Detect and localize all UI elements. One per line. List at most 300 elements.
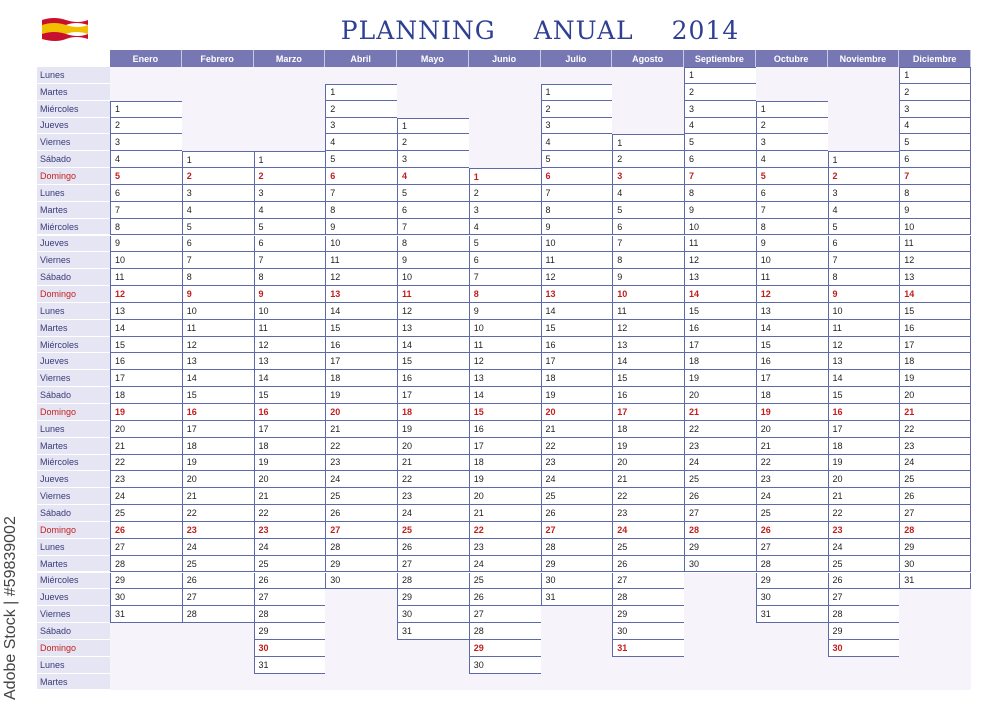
day-cell: 31 [756,606,828,623]
day-cell: 10 [469,320,541,337]
day-cell: 7 [110,202,182,219]
day-cell: 14 [899,286,971,303]
day-cell: 20 [684,387,756,404]
dayname-row-37: Martes [37,674,110,691]
day-cell: 6 [110,185,182,202]
day-cell: 22 [756,455,828,472]
day-cell: 19 [756,404,828,421]
title-year: 2014 [671,15,740,45]
day-cell: 5 [612,202,684,219]
day-cell: 19 [182,455,254,472]
day-cell: 21 [397,455,469,472]
day-cell: 24 [110,488,182,505]
day-cell: 18 [325,370,397,387]
day-cell: 29 [469,640,541,657]
day-cell: 22 [397,471,469,488]
empty-block-6-top [469,67,541,168]
day-cell: 30 [254,640,326,657]
day-cell: 11 [828,320,900,337]
day-cell: 2 [254,168,326,185]
day-cell: 15 [110,337,182,354]
day-cell: 28 [541,539,613,556]
day-cell: 18 [110,387,182,404]
day-cell: 19 [828,455,900,472]
day-cell: 24 [899,455,971,472]
day-cell: 2 [828,168,900,185]
day-cell: 13 [469,370,541,387]
day-cell: 4 [325,134,397,151]
day-cell: 1 [541,84,613,101]
day-cell: 12 [756,286,828,303]
day-cell: 1 [182,151,254,168]
day-cell: 1 [397,118,469,135]
day-cell: 26 [684,488,756,505]
day-cell: 31 [397,623,469,640]
day-cell: 19 [541,387,613,404]
day-cell: 5 [254,219,326,236]
day-cell: 29 [899,539,971,556]
day-cell: 24 [254,539,326,556]
day-cell: 15 [828,387,900,404]
day-cell: 25 [110,505,182,522]
dayname-row-17: Miércoles [37,337,110,354]
day-cell: 23 [612,505,684,522]
day-cell: 18 [828,438,900,455]
day-cell: 20 [469,488,541,505]
day-cell: 20 [325,404,397,421]
day-cell: 12 [612,320,684,337]
day-cell: 13 [397,320,469,337]
day-cell: 20 [612,455,684,472]
day-cell: 17 [254,421,326,438]
day-cell: 19 [325,387,397,404]
day-cell: 29 [397,589,469,606]
day-cell: 23 [469,539,541,556]
day-cell: 11 [397,286,469,303]
day-cell: 16 [684,320,756,337]
day-cell: 20 [397,438,469,455]
day-cell: 25 [684,471,756,488]
empty-block-2-bottom [182,623,254,690]
day-cell: 9 [469,303,541,320]
day-cell: 4 [254,202,326,219]
day-cell: 1 [110,101,182,118]
day-cell: 29 [756,573,828,590]
empty-block-10-bottom [756,623,828,690]
day-cell: 12 [828,337,900,354]
day-cell: 1 [828,151,900,168]
day-cell: 12 [469,353,541,370]
day-cell: 20 [541,404,613,421]
day-cell: 12 [541,269,613,286]
day-cell: 8 [541,202,613,219]
day-cell: 22 [110,455,182,472]
day-cell: 26 [397,539,469,556]
day-cell: 30 [325,573,397,590]
day-cell: 23 [541,455,613,472]
day-cell: 21 [541,421,613,438]
day-cell: 25 [899,471,971,488]
day-cell: 29 [325,556,397,573]
day-cell: 13 [110,303,182,320]
day-cell: 31 [110,606,182,623]
day-cell: 12 [254,337,326,354]
dayname-row-4: Jueves [37,118,110,135]
day-cell: 21 [756,438,828,455]
day-cell: 14 [756,320,828,337]
day-cell: 24 [469,556,541,573]
day-cell: 28 [684,522,756,539]
day-cell: 3 [828,185,900,202]
day-cell: 9 [541,219,613,236]
day-cell: 18 [684,353,756,370]
day-cell: 13 [684,269,756,286]
dayname-row-26: Viernes [37,488,110,505]
day-cell: 13 [541,286,613,303]
day-cell: 4 [684,118,756,135]
day-cell: 7 [182,252,254,269]
day-cell: 12 [110,286,182,303]
day-cell: 14 [254,370,326,387]
day-cell: 24 [541,471,613,488]
day-cell: 11 [254,320,326,337]
day-cell: 25 [397,522,469,539]
empty-block-4-top [325,67,397,84]
day-cell: 26 [756,522,828,539]
dayname-row-2: Martes [37,84,110,101]
day-cell: 27 [828,589,900,606]
day-cell: 2 [182,168,254,185]
day-cell: 29 [828,623,900,640]
month-header-11: Noviembre [828,50,900,67]
day-cell: 19 [397,421,469,438]
month-header-9: Septiembre [684,50,756,67]
day-cell: 15 [899,303,971,320]
dayname-row-9: Martes [37,202,110,219]
day-cell: 29 [684,539,756,556]
day-cell: 6 [397,202,469,219]
day-cell: 27 [469,606,541,623]
day-cell: 15 [397,353,469,370]
day-cell: 10 [254,303,326,320]
day-cell: 2 [469,185,541,202]
day-cell: 5 [325,151,397,168]
day-cell: 23 [756,471,828,488]
day-cell: 6 [612,219,684,236]
day-cell: 2 [612,151,684,168]
dayname-row-30: Martes [37,556,110,573]
spain-flag-icon [40,16,90,42]
day-cell: 10 [182,303,254,320]
day-cell: 9 [182,286,254,303]
dayname-row-12: Viernes [37,252,110,269]
day-cell: 18 [612,421,684,438]
day-cell: 13 [828,353,900,370]
day-cell: 21 [182,488,254,505]
dayname-row-19: Viernes [37,370,110,387]
day-cell: 5 [541,151,613,168]
day-cell: 9 [684,202,756,219]
empty-block-5-top [397,67,469,118]
day-cell: 23 [899,438,971,455]
day-cell: 2 [756,118,828,135]
day-cell: 27 [254,589,326,606]
day-cell: 18 [182,438,254,455]
day-cell: 28 [899,522,971,539]
day-cell: 20 [254,471,326,488]
day-cell: 29 [110,573,182,590]
day-cell: 6 [254,236,326,253]
empty-block-9-bottom [684,573,756,691]
day-cell: 7 [756,202,828,219]
day-cell: 16 [397,370,469,387]
empty-block-4-bottom [325,589,397,690]
day-cell: 3 [397,151,469,168]
day-cell: 26 [828,573,900,590]
dayname-row-1: Lunes [37,67,110,84]
day-cell: 16 [756,353,828,370]
day-cell: 18 [254,438,326,455]
day-cell: 22 [325,438,397,455]
day-cell: 26 [325,505,397,522]
empty-block-2-top [182,67,254,151]
day-cell: 7 [612,236,684,253]
day-cell: 3 [612,168,684,185]
day-cell: 14 [182,370,254,387]
day-cell: 28 [325,539,397,556]
day-cell: 3 [541,118,613,135]
day-cell: 25 [756,505,828,522]
day-cell: 22 [182,505,254,522]
day-cell: 9 [254,286,326,303]
day-cell: 8 [182,269,254,286]
day-cell: 3 [469,202,541,219]
empty-block-6-bottom [469,674,541,691]
day-cell: 28 [612,589,684,606]
day-cell: 23 [397,488,469,505]
day-cell: 20 [756,421,828,438]
dayname-row-15: Lunes [37,303,110,320]
day-cell: 22 [612,488,684,505]
day-cell: 17 [325,353,397,370]
month-header-6: Junio [469,50,541,67]
dayname-row-31: Miércoles [37,573,110,590]
day-cell: 26 [182,573,254,590]
month-header-5: Mayo [397,50,469,67]
dayname-row-25: Jueves [37,471,110,488]
day-cell: 12 [325,269,397,286]
day-cell: 21 [828,488,900,505]
day-cell: 9 [325,219,397,236]
title-planning: PLANNING [340,15,496,45]
month-header-3: Marzo [254,50,326,67]
empty-block-11-bottom [828,657,900,691]
day-cell: 7 [254,252,326,269]
day-cell: 31 [254,657,326,674]
dayname-row-10: Miércoles [37,219,110,236]
day-cell: 6 [684,151,756,168]
day-cell: 27 [182,589,254,606]
day-cell: 16 [612,387,684,404]
dayname-row-24: Miércoles [37,455,110,472]
day-cell: 17 [756,370,828,387]
day-cell: 30 [899,556,971,573]
day-cell: 24 [612,522,684,539]
dayname-row-13: Sábado [37,269,110,286]
day-cell: 16 [899,320,971,337]
day-cell: 20 [828,471,900,488]
day-cell: 8 [684,185,756,202]
day-cell: 30 [397,606,469,623]
day-cell: 21 [325,421,397,438]
dayname-row-32: Jueves [37,589,110,606]
day-cell: 22 [828,505,900,522]
day-cell: 3 [110,134,182,151]
day-cell: 19 [612,438,684,455]
day-cell: 9 [756,236,828,253]
empty-block-8-bottom [612,657,684,691]
day-cell: 6 [541,168,613,185]
day-cell: 13 [182,353,254,370]
empty-block-8-top [612,67,684,134]
title-anual: ANUAL [533,15,634,45]
day-cell: 17 [110,370,182,387]
day-cell: 8 [469,286,541,303]
day-cell: 11 [612,303,684,320]
day-cell: 14 [541,303,613,320]
day-cell: 17 [899,337,971,354]
day-cell: 23 [182,522,254,539]
day-cell: 12 [684,252,756,269]
day-cell: 30 [469,657,541,674]
day-cell: 6 [828,236,900,253]
day-cell: 16 [828,404,900,421]
day-cell: 9 [110,236,182,253]
day-cell: 19 [254,455,326,472]
day-cell: 23 [254,522,326,539]
day-cell: 1 [899,67,971,84]
day-cell: 6 [899,151,971,168]
day-cell: 10 [756,252,828,269]
day-cell: 7 [899,168,971,185]
day-cell: 2 [899,84,971,101]
day-cell: 15 [541,320,613,337]
day-cell: 14 [684,286,756,303]
day-cell: 28 [828,606,900,623]
day-cell: 1 [756,101,828,118]
day-cell: 17 [469,438,541,455]
day-cell: 4 [756,151,828,168]
day-cell: 18 [397,404,469,421]
day-cell: 11 [756,269,828,286]
day-cell: 30 [828,640,900,657]
day-cell: 7 [469,269,541,286]
day-cell: 19 [899,370,971,387]
day-cell: 15 [325,320,397,337]
day-cell: 5 [397,185,469,202]
day-cell: 4 [182,202,254,219]
day-cell: 23 [684,438,756,455]
day-cell: 26 [110,522,182,539]
day-cell: 17 [541,353,613,370]
day-cell: 11 [684,236,756,253]
day-cell: 22 [254,505,326,522]
day-cell: 6 [756,185,828,202]
day-cell: 19 [469,471,541,488]
month-header-7: Julio [541,50,613,67]
page-title [110,12,970,48]
day-cell: 16 [541,337,613,354]
day-cell: 3 [182,185,254,202]
day-cell: 7 [828,252,900,269]
day-cell: 4 [541,134,613,151]
dayname-row-36: Lunes [37,657,110,674]
month-header-8: Agosto [612,50,684,67]
day-cell: 16 [325,337,397,354]
day-cell: 14 [469,387,541,404]
day-cell: 29 [612,606,684,623]
day-cell: 10 [110,252,182,269]
day-cell: 24 [828,539,900,556]
dayname-row-6: Sábado [37,151,110,168]
empty-block-12-bottom [899,589,971,690]
day-cell: 30 [756,589,828,606]
dayname-row-33: Viernes [37,606,110,623]
day-cell: 21 [469,505,541,522]
day-cell: 16 [110,353,182,370]
month-header-1: Enero [110,50,182,67]
day-cell: 11 [899,236,971,253]
day-cell: 7 [325,185,397,202]
empty-block-7-bottom [541,606,613,690]
day-cell: 10 [325,236,397,253]
day-cell: 17 [397,387,469,404]
day-cell: 3 [756,134,828,151]
day-cell: 17 [828,421,900,438]
day-cell: 10 [397,269,469,286]
dayname-row-23: Martes [37,438,110,455]
day-cell: 6 [182,236,254,253]
day-cell: 20 [899,387,971,404]
dayname-row-27: Sábado [37,505,110,522]
day-cell: 29 [541,556,613,573]
day-cell: 18 [899,353,971,370]
day-cell: 9 [612,269,684,286]
day-cell: 27 [612,573,684,590]
day-cell: 11 [182,320,254,337]
day-cell: 21 [899,404,971,421]
day-cell: 16 [182,404,254,421]
dayname-row-8: Lunes [37,185,110,202]
day-cell: 24 [684,455,756,472]
month-header-12: Diciembre [899,50,971,67]
day-cell: 5 [899,134,971,151]
day-cell: 21 [612,471,684,488]
dayname-row-11: Jueves [37,236,110,253]
day-cell: 23 [828,522,900,539]
dayname-row-18: Jueves [37,353,110,370]
day-cell: 19 [110,404,182,421]
day-cell: 1 [469,168,541,185]
day-cell: 24 [756,488,828,505]
empty-block-3-bottom [254,674,326,691]
day-cell: 27 [541,522,613,539]
day-cell: 1 [612,134,684,151]
month-header-4: Abril [325,50,397,67]
day-cell: 21 [110,438,182,455]
day-cell: 26 [899,488,971,505]
day-cell: 9 [397,252,469,269]
